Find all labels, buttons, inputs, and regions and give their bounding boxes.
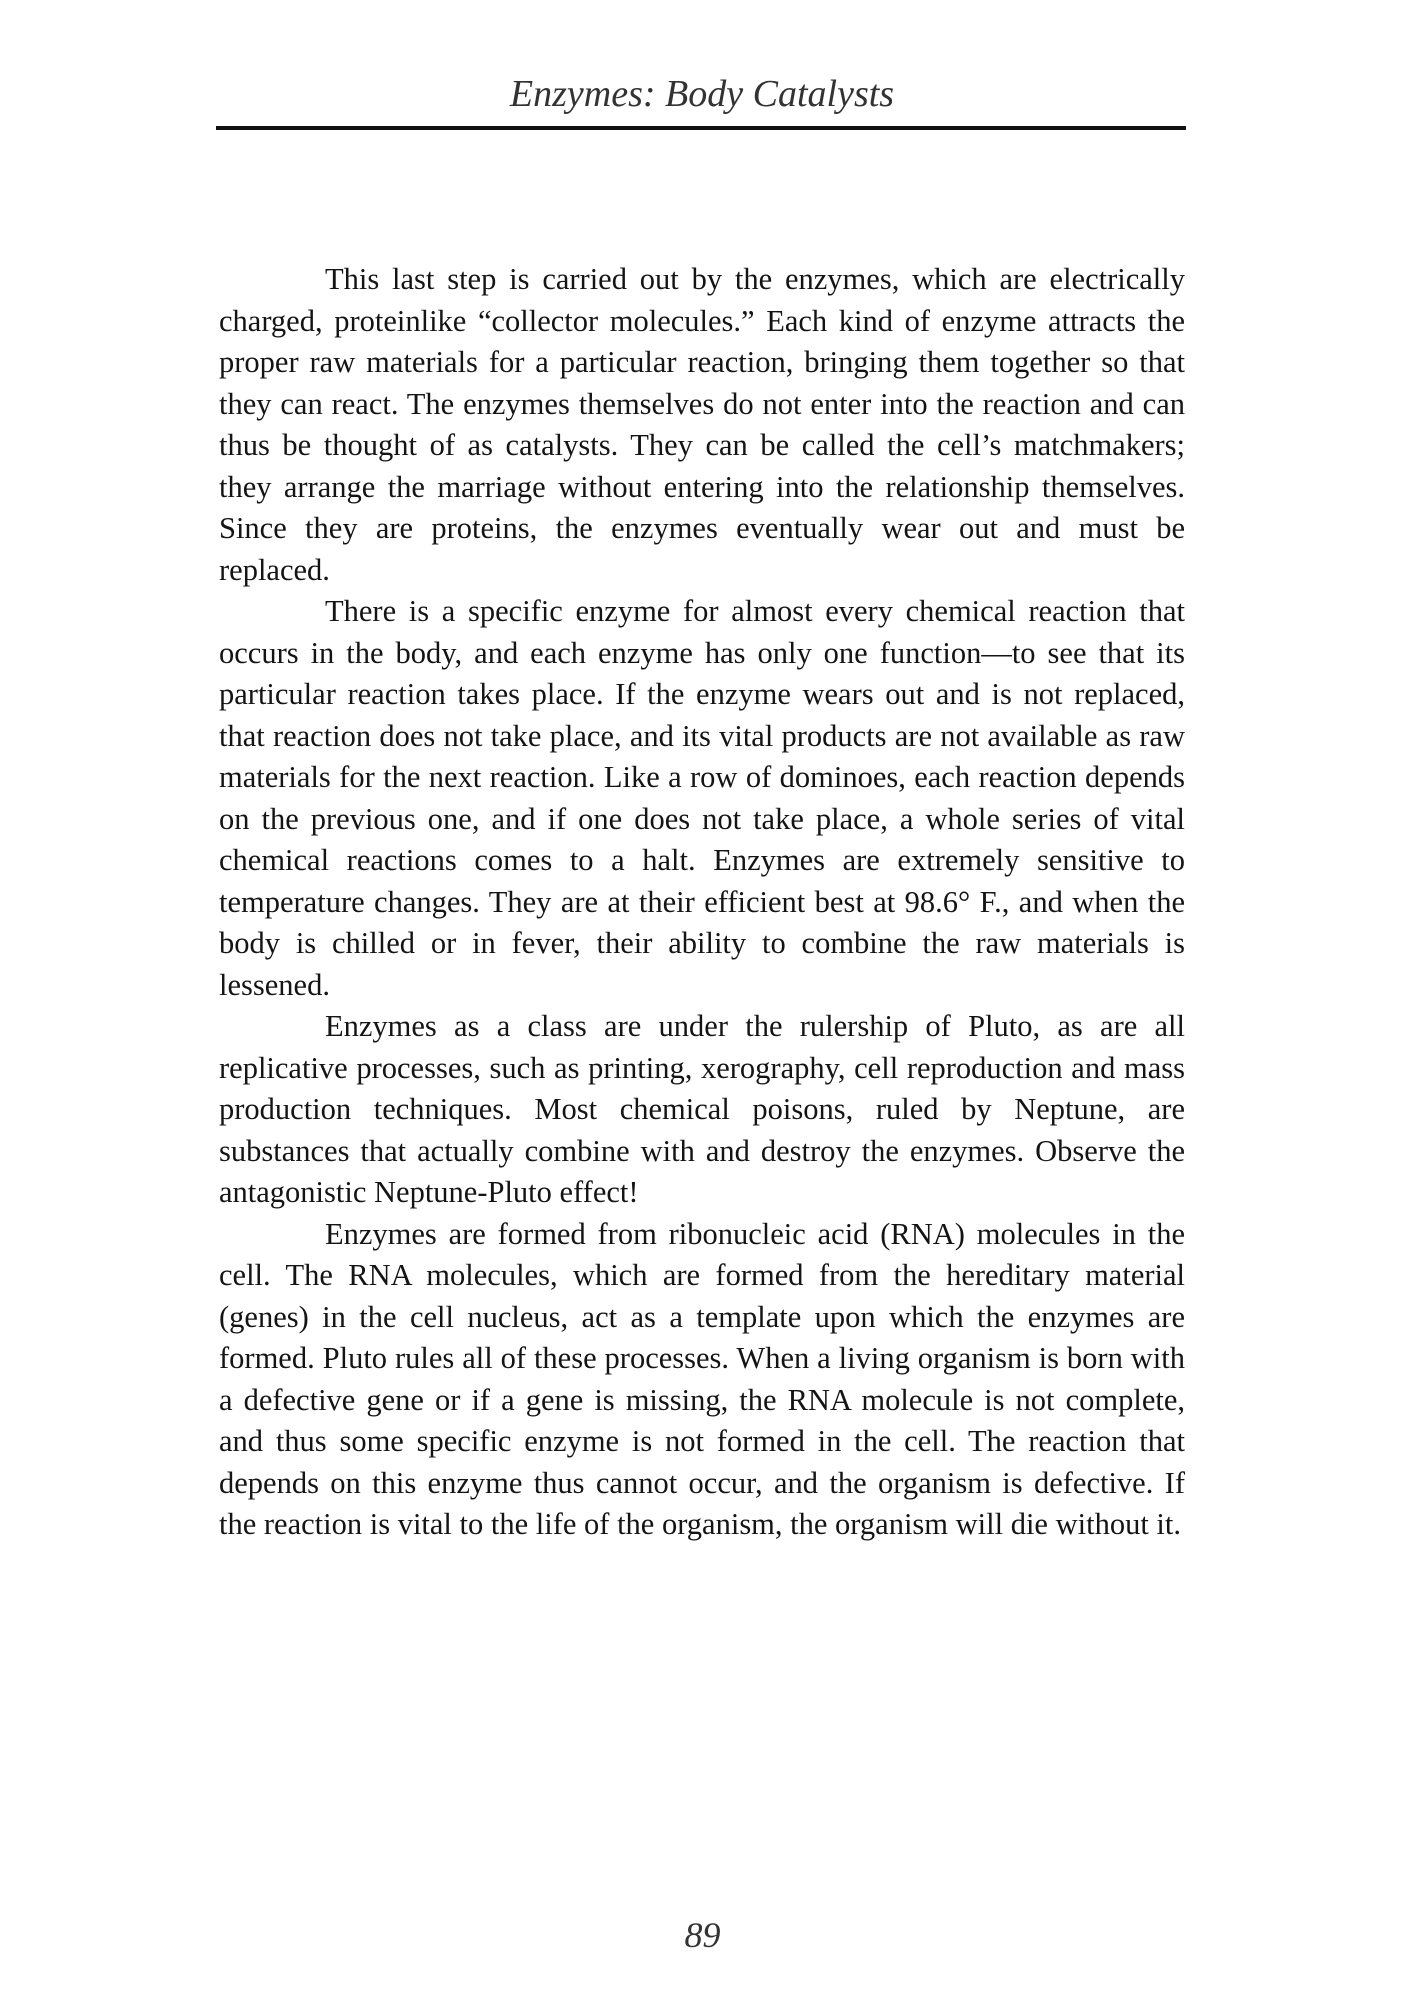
running-head: Enzymes: Body Catalysts — [509, 73, 895, 115]
paragraph: There is a specific enzyme for almost every chemical reaction that occurs in the body, and each enzyme has only one function—to see that its particular reaction takes place. If the enzyme wears out and is not replaced, that reaction does not take place, and its vital products are not available as raw materials for the next reaction. Like a row of dominoes, each reaction depends on the previous one, and if one does not take place, a whole series of vital chemical reactions comes to a halt. Enzymes are extremely sensitive to temperature changes. They are at their efficient best at 98.6° F., and when the body is chilled or in fever, their ability to combine the raw materials is lessened. — [219, 594, 1185, 1002]
header-rule — [216, 126, 1186, 130]
paragraph: Enzymes as a class are under the rulership of Pluto, as are all replicative processes, such as printing, xerography, cell reproduction and mass production techniques. Most chemical poisons, ruled by Neptune, are substances that actually combine with and destroy the enzymes. Observe the antagonistic Neptune-Pluto effect! — [219, 1009, 1185, 1209]
page-number: 89 — [684, 1915, 721, 1955]
body-text — [219, 259, 1185, 1546]
paragraph: Enzymes are formed from ribonucleic acid (RNA) molecules in the cell. The RNA molecules, which are formed from the hereditary material (genes) in the cell nucleus, act as a template upon which the enzymes are formed. Pluto rules all of these processes. When a living organism is born with a defective gene or if a gene is missing, the RNA molecule is not complete, and thus some specific enzyme is not formed in the cell. The reaction that depends on this enzyme thus cannot occur, and the organism is defective. If the reaction is vital to the life of the organism, the organism will die without it. — [219, 1216, 1185, 1541]
paragraph: This last step is carried out by the enzymes, which are electrically charged, proteinlike “collector molecules.” Each kind of enzyme attracts the proper raw materials for a particular reaction, bringing them together so that they can react. The enzymes themselves do not enter into the reaction and can thus be thought of as catalysts. They can be called the cell’s matchmakers; they arrange the marriage without entering into the relationship themselves. Since they are proteins, the enzymes eventually wear out and must be replaced. — [219, 262, 1185, 587]
